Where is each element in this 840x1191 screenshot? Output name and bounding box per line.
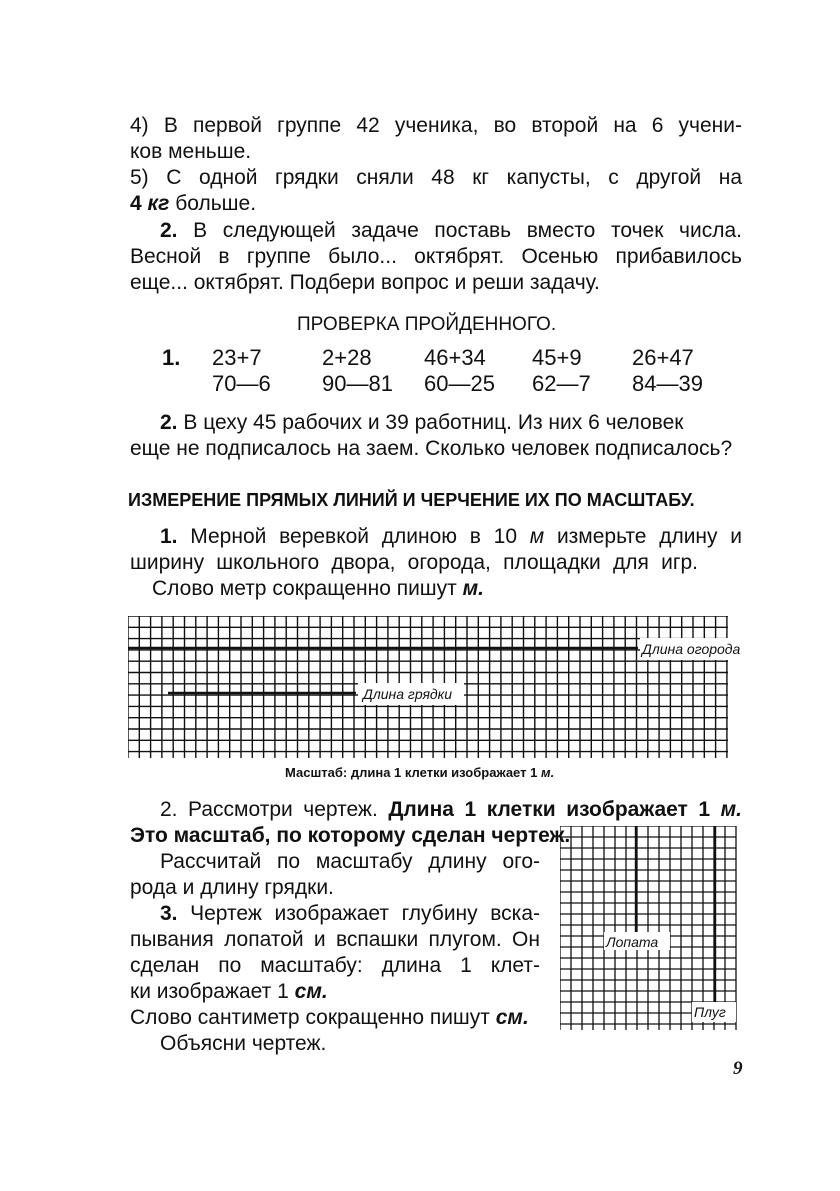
task-5-rest: больше. bbox=[175, 192, 257, 215]
review-task-2-line-1 bbox=[160, 410, 742, 436]
lower-task-3-line-2: пывания лопатой и вспашки плугом. Он bbox=[130, 928, 540, 951]
bed-length-label: Длина грядки bbox=[363, 686, 453, 702]
measure-task-1-text-a: Мерной веревкой длиною в 10 bbox=[190, 525, 518, 548]
review-row-1-expr-5: 26+47 bbox=[632, 345, 694, 370]
scale-caption bbox=[285, 765, 554, 781]
lower-task-3-line-4-text: ки изображает 1 bbox=[130, 980, 289, 1003]
review-row-2-expr-1: 70—6 bbox=[212, 371, 271, 396]
lower-task-2-text-b: Длина 1 клетки изображает 1 bbox=[388, 798, 711, 821]
task-5-line-1: 5) С одной грядки сняли 48 кг капусты, с другой на bbox=[130, 166, 742, 189]
shovel-label: Лопата bbox=[606, 934, 659, 950]
measure-task-1-unit: м bbox=[529, 525, 545, 548]
lower-task-3-line-4-unit: см. bbox=[294, 980, 328, 1003]
measure-task-1-line-1 bbox=[160, 524, 742, 550]
review-row-2-expr-2: 90—81 bbox=[322, 371, 393, 396]
garden-length-label: Длина огорода bbox=[642, 641, 740, 657]
measure-task-1-line-2: ширину школьного двора, огорода, площадки для игр. bbox=[130, 551, 698, 574]
review-row-1-expr-3: 46+34 bbox=[424, 345, 486, 370]
scale-drawing-depth bbox=[560, 826, 742, 1032]
review-task-2-text: В цеху 45 рабочих и 39 работниц. Из них 6 человек bbox=[183, 411, 684, 434]
review-row-1-expr-4: 45+9 bbox=[532, 345, 582, 370]
lower-task-3-line-1 bbox=[160, 901, 540, 927]
scale-caption-text: Масштаб: длина 1 клетки изображает 1 bbox=[285, 765, 538, 780]
scale-caption-unit: м. bbox=[540, 765, 555, 780]
lower-task-3-text: Чертеж изображает глубину вска- bbox=[190, 902, 540, 925]
review-exercise-number: 1. bbox=[162, 345, 181, 370]
lower-task-3-line-4 bbox=[130, 979, 328, 1005]
measure-heading: ИЗМЕРЕНИЕ ПРЯМЫХ ЛИНИЙ И ЧЕРЧЕНИЕ ИХ ПО МАСШТАБУ. bbox=[128, 490, 695, 510]
measure-task-1-line-3 bbox=[152, 576, 484, 602]
task-2-number: 2. bbox=[160, 219, 178, 242]
scale-drawing-garden bbox=[128, 616, 740, 758]
review-row-2-expr-5: 84—39 bbox=[632, 371, 703, 396]
lower-task-2-line-1 bbox=[160, 797, 742, 823]
lower-task-2-text-a: 2. Рассмотри чертеж. bbox=[160, 798, 378, 821]
task-2-text: В следующей задаче поставь вместо точек числа. bbox=[193, 219, 742, 242]
task-2-line-1 bbox=[160, 218, 742, 244]
review-heading: ПРОВЕРКА ПРОЙДЕННОГО. bbox=[297, 314, 557, 335]
task-4-line-1: 4) В первой группе 42 ученика, во второй на 6 учени- bbox=[130, 114, 742, 137]
review-row-1-expr-2: 2+28 bbox=[322, 345, 372, 370]
lower-task-2-line-4: рода и длину грядки. bbox=[130, 876, 334, 899]
task-4-line-2: ков меньше. bbox=[130, 140, 252, 163]
measure-task-1-line-3-unit: м. bbox=[462, 577, 484, 600]
task-5-line-2 bbox=[130, 191, 256, 217]
page-number: 9 bbox=[733, 1058, 743, 1079]
lower-task-2-line-3: Рассчитай по масштабу длину ого- bbox=[160, 850, 540, 873]
review-task-2-number: 2. bbox=[160, 411, 178, 434]
plough-label: Плуг bbox=[694, 1004, 726, 1020]
review-row-2-expr-4: 62—7 bbox=[532, 371, 591, 396]
review-row-1-expr-1: 23+7 bbox=[212, 345, 262, 370]
lower-task-2-line-2: Это масштаб, по которому сделан чертеж. bbox=[130, 824, 571, 847]
review-task-2-line-2: еще не подписалось на заем. Сколько человек подписалось? bbox=[130, 437, 733, 460]
measure-task-1-text-b: измерьте длину и bbox=[556, 525, 742, 548]
lower-task-3-number: 3. bbox=[160, 902, 178, 925]
task-2-line-3: еще... октябрят. Подбери вопрос и реши задачу. bbox=[130, 271, 600, 294]
lower-task-3-line-3: сделан по масштабу: длина 1 клет- bbox=[130, 954, 540, 977]
measure-task-1-line-3-text: Слово метр сокращенно пишут bbox=[152, 577, 457, 600]
task-5-number: 4 bbox=[130, 192, 142, 215]
lower-task-3-line-5-unit: см. bbox=[495, 1006, 529, 1029]
task-5-unit: кг bbox=[147, 192, 170, 215]
measure-task-1-number: 1. bbox=[160, 525, 178, 548]
task-2-line-2: Весной в группе было... октябрят. Осенью прибавилось bbox=[130, 245, 742, 268]
lower-task-3-line-5-text: Слово сантиметр сокращенно пишут bbox=[130, 1006, 490, 1029]
lower-task-3-line-5 bbox=[130, 1005, 529, 1031]
lower-task-2-unit: м. bbox=[720, 798, 742, 821]
review-row-2-expr-3: 60—25 bbox=[424, 371, 495, 396]
lower-task-3-line-6: Объясни чертеж. bbox=[160, 1032, 327, 1055]
